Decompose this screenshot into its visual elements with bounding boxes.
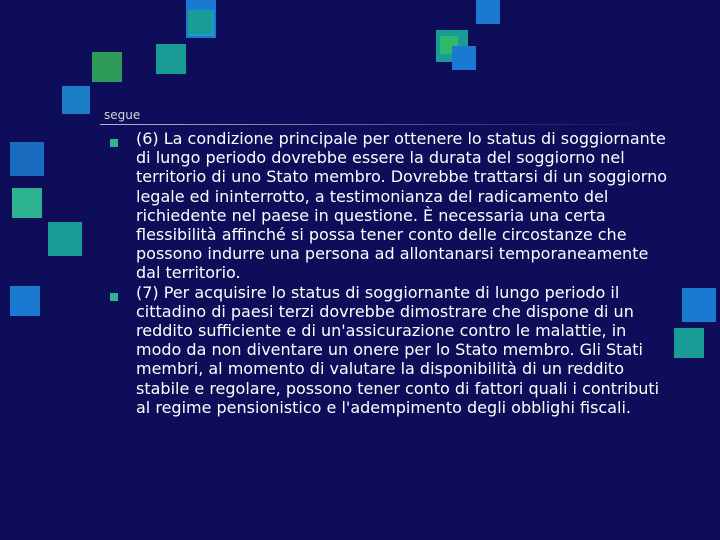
- bullet-text: (7) Per acquisire lo status di soggiornante di lungo periodo il cittadino di paesi terzi dovrebbe dimostrare che dispone di un reddito sufficiente e di un'assicurazione contro le malattie, in modo da non diventare un onere per lo Stato membro. Gli Stati membri, al momento di valutare la disponibilità di un reddito stabile e regolare, possono tener conto di fattori quali i contributi al regime pensionistico e l'adempimento degli obblighi fiscali.: [136, 282, 660, 417]
- decorative-square: [476, 0, 500, 24]
- title-divider: [100, 124, 660, 125]
- decorative-square: [62, 86, 90, 114]
- bullet-text: (6) La condizione principale per ottenere lo status di soggiornante di lungo periodo dovrebbe essere la durata del soggiorno nel territorio di uno Stato membro. Dovrebbe trattarsi di un soggiorno legale ed ininterrotto, a testimonianza del radicamento del richiedente nel paese in questione. È necessaria una certa flessibilità affinché si possa tener conto delle circostanze che possono indurre una persona ad allontanarsi temporaneamente dal territorio.: [136, 129, 667, 283]
- bullet-item: [110, 129, 670, 283]
- bullet-item: [110, 283, 670, 417]
- bullet-list: [110, 129, 670, 417]
- square-bullet-icon: [110, 139, 118, 147]
- slide-title: segue: [104, 108, 141, 122]
- decorative-square: [92, 52, 122, 82]
- decorative-square: [48, 222, 82, 256]
- decorative-square: [682, 288, 716, 322]
- square-bullet-icon: [110, 293, 118, 301]
- decorative-square: [188, 10, 212, 34]
- decorative-square: [12, 188, 42, 218]
- decorative-square: [452, 46, 476, 70]
- decorative-square: [10, 286, 40, 316]
- decorative-square: [156, 44, 186, 74]
- decorative-square: [10, 142, 44, 176]
- decorative-square: [674, 328, 704, 358]
